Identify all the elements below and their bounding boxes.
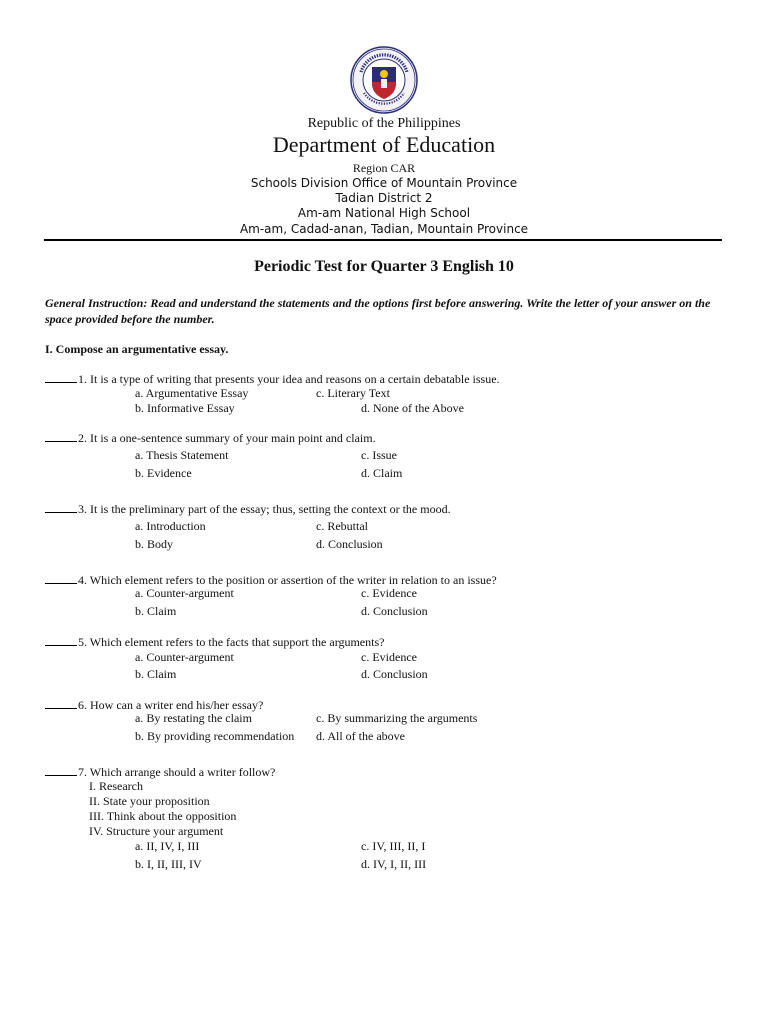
answer-blank[interactable] <box>45 634 77 646</box>
option-b: b. I, II, III, IV <box>135 857 202 871</box>
division-line: Schools Division Office of Mountain Province <box>250 176 518 190</box>
section-heading: I. Compose an argumentative essay. <box>45 342 229 356</box>
option-c: c. Evidence <box>361 650 417 664</box>
option-c: c. Literary Text <box>316 386 390 400</box>
question-text: 6. How can a writer end his/her essay? <box>78 698 264 712</box>
option-c: c. Evidence <box>361 586 417 600</box>
option-b: b. Body <box>135 537 174 551</box>
option-b: b. By providing recommendation <box>135 729 295 743</box>
deped-seal-icon <box>350 46 418 114</box>
option-b: b. Informative Essay <box>135 401 235 415</box>
question-4 <box>45 572 497 588</box>
general-instruction: General Instruction: Read and understand the statements and the options first before answering. Write the letter of your answer on the space provided before the number. <box>45 296 711 326</box>
option-d: d. All of the above <box>316 729 405 743</box>
question-text: 4. Which element refers to the position or assertion of the writer in relation to an issue? <box>78 573 497 587</box>
option-a: a. Thesis Statement <box>135 448 229 462</box>
question-text: 7. Which arrange should a writer follow? <box>78 765 276 779</box>
option-d: d. Conclusion <box>361 667 428 681</box>
option-b: b. Evidence <box>135 466 192 480</box>
address-line: Am-am, Cadad-anan, Tadian, Mountain Province <box>239 222 529 236</box>
sequence-item: IV. Structure your argument <box>89 824 224 838</box>
answer-blank[interactable] <box>45 371 77 383</box>
answer-blank[interactable] <box>45 501 77 513</box>
option-a: a. Argumentative Essay <box>135 386 249 400</box>
region-line: Region CAR <box>352 161 416 175</box>
option-c: c. Rebuttal <box>316 519 368 533</box>
sequence-item: I. Research <box>89 779 143 793</box>
question-text: 5. Which element refers to the facts that support the arguments? <box>78 635 385 649</box>
option-d: d. Conclusion <box>316 537 383 551</box>
question-text: 1. It is a type of writing that presents your idea and reasons on a certain debatable issue. <box>78 372 500 386</box>
option-a: a. By restating the claim <box>135 711 252 725</box>
option-d: d. Claim <box>361 466 403 480</box>
option-b: b. Claim <box>135 604 177 618</box>
option-d: d. None of the Above <box>361 401 464 415</box>
option-a: a. Counter-argument <box>135 586 234 600</box>
test-title: Periodic Test for Quarter 3 English 10 <box>254 258 514 275</box>
option-c: c. Issue <box>361 448 397 462</box>
option-d: d. Conclusion <box>361 604 428 618</box>
school-line: Am-am National High School <box>297 206 471 220</box>
answer-blank[interactable] <box>45 572 77 584</box>
option-c: c. IV, III, II, I <box>361 839 426 853</box>
question-5 <box>45 634 384 650</box>
sequence-item: III. Think about the opposition <box>89 809 237 823</box>
question-2 <box>45 430 376 446</box>
question-text: 2. It is a one-sentence summary of your main point and claim. <box>78 431 376 445</box>
sequence-item: II. State your proposition <box>89 794 210 808</box>
department-heading: Department of Education <box>272 132 496 157</box>
option-c: c. By summarizing the arguments <box>316 711 478 725</box>
question-text: 3. It is the preliminary part of the essay; thus, setting the context or the mood. <box>78 502 451 516</box>
question-1 <box>45 371 500 387</box>
option-a: a. Introduction <box>135 519 206 533</box>
question-3 <box>45 501 451 517</box>
question-7 <box>45 764 275 780</box>
answer-blank[interactable] <box>45 430 77 442</box>
republic-heading: Republic of the Philippines <box>307 116 461 131</box>
answer-blank[interactable] <box>45 697 77 709</box>
district-line: Tadian District 2 <box>335 191 433 205</box>
option-b: b. Claim <box>135 667 177 681</box>
option-a: a. II, IV, I, III <box>135 839 200 853</box>
header-divider <box>44 239 722 241</box>
option-d: d. IV, I, II, III <box>361 857 427 871</box>
option-a: a. Counter-argument <box>135 650 234 664</box>
answer-blank[interactable] <box>45 764 77 776</box>
